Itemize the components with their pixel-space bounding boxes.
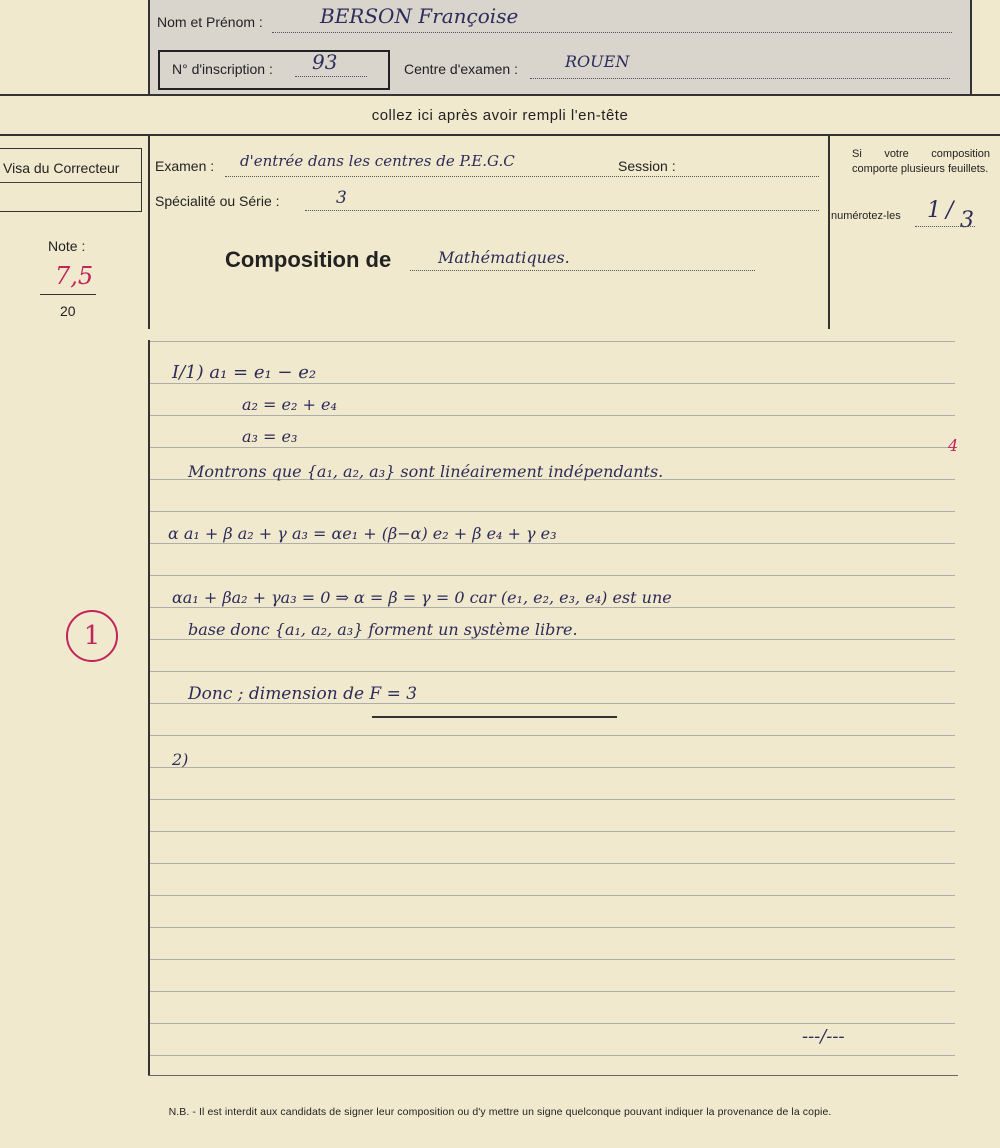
answer-line: 2)	[172, 750, 189, 769]
name-value: BERSON Françoise	[320, 4, 519, 28]
centre-dotted-line	[530, 78, 950, 79]
examen-value: d'entrée dans les centres de P.E.G.C	[240, 152, 515, 170]
number-label: numérotez-les	[831, 210, 901, 222]
header-bottom-rule	[0, 94, 1000, 96]
answer-line: αa₁ + βa₂ + γa₃ = 0 ⇒ α = β = γ = 0 car (e₁, e₂, e₃, e₄) est une	[172, 588, 672, 607]
visa-label: Visa du Correcteur	[3, 160, 120, 176]
note-total: 20	[60, 303, 76, 319]
answer-line: base donc {a₁, a₂, a₃} forment un système libre.	[188, 620, 578, 639]
ruled-line	[150, 799, 955, 800]
margin-circled-mark: 1	[66, 610, 118, 662]
inscription-label: N° d'inscription :	[172, 61, 273, 77]
form-left-border	[148, 134, 150, 329]
examen-label: Examen :	[155, 158, 215, 174]
name-label: Nom et Prénom :	[157, 14, 263, 30]
sheet-dotted-line	[915, 226, 975, 227]
inscription-value: 93	[312, 50, 338, 74]
composition-value: Mathématiques.	[438, 248, 570, 267]
ruled-line	[150, 735, 955, 736]
sheet-separator: /	[946, 198, 954, 223]
centre-value: ROUEN	[565, 52, 630, 71]
sheet-number: 1	[927, 198, 941, 223]
end-mark: ---/---	[802, 1026, 845, 1047]
ruled-line	[150, 767, 955, 768]
ruled-line	[150, 415, 955, 416]
ruled-line	[150, 607, 955, 608]
answer-bottom-rule	[148, 1075, 958, 1076]
ruled-line	[150, 383, 955, 384]
ruled-line	[150, 671, 955, 672]
ruled-line	[150, 639, 955, 640]
sheet-total: 3	[960, 208, 974, 233]
answer-line: I/1) a₁ = e₁ − e₂	[172, 362, 317, 383]
multi-sheet-note: Si votre composition comporte plusieurs feuillets.	[852, 148, 990, 175]
form-right-border	[828, 134, 830, 329]
margin-corner-mark: 4	[948, 436, 959, 455]
paste-instruction: collez ici après avoir rempli l'en-tête	[371, 107, 629, 124]
session-label: Session :	[618, 158, 676, 174]
ruled-line	[150, 991, 955, 992]
answer-line: Montrons que {a₁, a₂, a₃} sont linéairement indépendants.	[188, 462, 664, 481]
dimension-underline	[372, 716, 617, 718]
ruled-line	[150, 511, 955, 512]
ruled-line	[150, 831, 955, 832]
specialite-dotted-line	[305, 210, 819, 211]
ruled-line	[150, 447, 955, 448]
answer-margin-line	[148, 340, 150, 1075]
specialite-value: 3	[336, 188, 347, 208]
ruled-line	[150, 1023, 955, 1024]
composition-label: Composition de	[225, 247, 392, 272]
examen-dotted-line	[225, 176, 819, 177]
visa-box	[0, 148, 142, 212]
footer-note: N.B. - Il est interdit aux candidats de signer leur composition ou d'y mettre un signe quelconque pouvant indiquer la provenance de la copie.	[168, 1106, 832, 1118]
note-fraction-bar	[40, 294, 96, 295]
note-value: 7,5	[55, 262, 94, 290]
ruled-line	[150, 895, 955, 896]
ruled-line	[150, 959, 955, 960]
composition-dotted-line	[410, 270, 755, 271]
ruled-line	[150, 575, 955, 576]
ruled-line	[150, 927, 955, 928]
visa-divider	[0, 182, 141, 183]
centre-label: Centre d'examen :	[404, 61, 518, 77]
ruled-line	[150, 863, 955, 864]
note-label: Note :	[48, 238, 86, 254]
ruled-line	[150, 341, 955, 342]
answer-line: a₃ = e₃	[242, 427, 298, 446]
form-top-rule	[0, 134, 1000, 136]
inscription-dotted-line	[295, 76, 367, 77]
answer-line: Donc ; dimension de F = 3	[188, 684, 418, 704]
answer-line: a₂ = e₂ + e₄	[242, 395, 337, 414]
ruled-line	[150, 1055, 955, 1056]
ruled-line	[150, 543, 955, 544]
name-dotted-line	[272, 32, 952, 33]
answer-line: α a₁ + β a₂ + γ a₃ = αe₁ + (β−α) e₂ + β e₄ + γ e₃	[168, 524, 557, 543]
specialite-label: Spécialité ou Série :	[155, 193, 280, 209]
